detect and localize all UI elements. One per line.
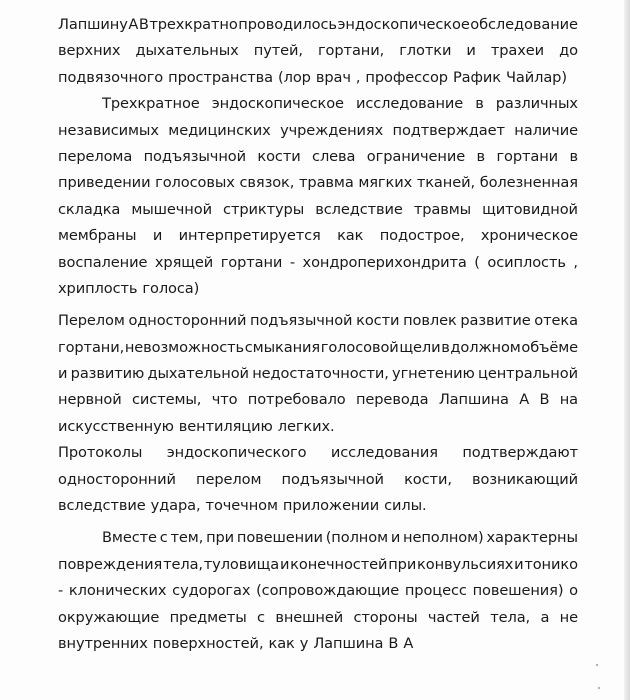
text-line: независимых медицинских учреждениях подтверждает наличие (58, 121, 578, 139)
text-line: Лапшину А В трехкратно проводилось эндоскопическое обследование (58, 16, 578, 33)
text-line: мембраны и интерпретируется как подострое, хроническое (58, 227, 578, 245)
text-line: окружающие предметы с внешней стороны частей тела, а не (58, 608, 578, 626)
document-body (58, 12, 578, 657)
text-line: и развитию дыхательной недостаточности, угнетению центральной (58, 365, 578, 383)
text-line: перелома подъязычной кости слева ограничение в гортани в (58, 147, 578, 165)
paragraph (58, 12, 578, 91)
page-edge-shadow (624, 0, 630, 700)
text-line: искусственную вентиляцию легких. (58, 417, 335, 435)
text-line: верхних дыхательных путей, гортани, глотки и трахеи до (58, 42, 578, 60)
paragraph (58, 525, 578, 657)
text-line: Вместе с тем, при повешении (полном и неполном) характерны (102, 529, 578, 547)
text-line: повреждения тела, туловища и конечностей при конвульсиях и тонико (58, 555, 578, 573)
text-line: Протоколы эндоскопического исследования подтверждают (58, 444, 578, 462)
text-line: вследствие удара, точечном приложении силы. (58, 497, 427, 515)
text-line: односторонний перелом подъязычной кости, возникающий (58, 470, 578, 488)
text-line: Перелом односторонний подъязычной кости повлек развитие отека (58, 312, 578, 330)
text-line: приведении голосовых связок, травма мягких тканей, болезненная (58, 174, 578, 192)
text-line: подвязочного пространства (лор врач , профессор Рафик Чайлар) (58, 68, 567, 86)
text-line: - клонических судорогах (сопровождающие процесс повешения) о (58, 582, 578, 600)
scan-speck (596, 664, 598, 666)
text-line: внутренних поверхностей, как у Лапшина В А (58, 634, 414, 652)
paragraph (58, 91, 578, 302)
text-line: Трехкратное эндоскопическое исследование в различных (102, 95, 578, 113)
text-line: складка мышечной стриктуры вследствие травмы щитовидной (58, 200, 578, 218)
scan-speck (598, 687, 600, 689)
text-line: гортани, невозможность смыкания голосовой щели в должном объёме (58, 338, 578, 356)
paragraph (58, 308, 578, 440)
paragraph (58, 440, 578, 519)
text-line: хриплость голоса) (58, 279, 200, 297)
text-line: воспаление хрящей гортани - хондроперихондрита ( осиплость , (58, 253, 578, 271)
text-line: нервной системы, что потребовало перевода Лапшина А В на (58, 391, 578, 409)
